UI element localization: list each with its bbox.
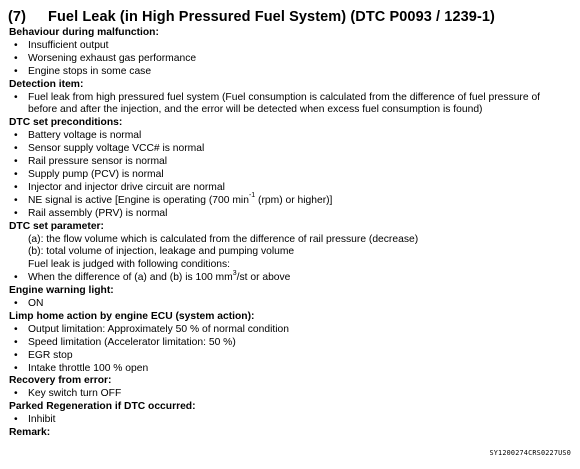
list-item: • Insufficient output	[14, 39, 109, 51]
list-item: • Inhibit	[14, 414, 56, 426]
parameter-b: (b): total volume of injection, leakage and pumping volume	[28, 246, 295, 258]
list-item: • Sensor supply voltage VCC# is normal	[14, 143, 205, 155]
list-item: • ON	[14, 298, 44, 310]
list-item: • Key switch turn OFF	[14, 388, 122, 400]
section-number: (7)	[8, 9, 27, 25]
list-item: • Output limitation: Approximately 50 % of normal condition	[14, 323, 289, 335]
list-item-continuation: before and after the injection, and the error will be detected when excess fuel consumption is found)	[28, 104, 483, 116]
list-item: • EGR stop	[14, 349, 73, 361]
list-item: • Speed limitation (Accelerator limitation: 50 %)	[14, 336, 236, 348]
behaviour-heading: Behaviour during malfunction:	[9, 27, 159, 38]
document-code: SY1200274CRS0227US0	[489, 449, 571, 457]
warning-heading: Engine warning light:	[9, 285, 114, 297]
recovery-heading: Recovery from error:	[9, 375, 112, 387]
section-title-text: Fuel Leak (in High Pressured Fuel System) (DTC P0093 / 1239-1)	[48, 9, 495, 25]
parked-regeneration-heading: Parked Regeneration if DTC occurred:	[9, 401, 196, 413]
list-item: • Supply pump (PCV) is normal	[14, 168, 164, 180]
list-item: • Battery voltage is normal	[14, 130, 142, 142]
list-item: • NE signal is active [Engine is operating (700 $\min^{-1} (rpm)$ or higher)]	[14, 192, 333, 206]
list-item: • When the difference of (a) and (b) is 100 $mm^3/st$ or above	[14, 269, 291, 284]
list-item: • Engine stops in some case	[14, 65, 152, 77]
detection-heading: Detection item:	[9, 78, 84, 90]
remark-heading: Remark:	[9, 427, 51, 439]
list-item: • Fuel leak from high pressured fuel system (Fuel consumption is calculated from the difference of fuel pressure of	[14, 91, 541, 103]
list-item: • Rail assembly (PRV) is normal	[14, 207, 168, 219]
list-item: • Rail pressure sensor is normal	[14, 156, 168, 168]
list-item: • Worsening exhaust gas performance	[14, 52, 197, 64]
list-item: • Injector and injector drive circuit are normal	[14, 181, 225, 193]
limp-home-heading: Limp home action by engine ECU (system action):	[9, 310, 255, 322]
document-body	[9, 27, 575, 440]
parameter-a: (a): the flow volume which is calculated from the difference of rail pressure (decrease)	[28, 233, 419, 245]
list-item: • Intake throttle 100 % open	[14, 362, 149, 374]
preconditions-heading: DTC set preconditions:	[9, 117, 123, 129]
section-title	[8, 9, 495, 25]
parameter-heading: DTC set parameter:	[9, 220, 104, 232]
parameter-judged: Fuel leak is judged with following conditions:	[28, 259, 231, 271]
